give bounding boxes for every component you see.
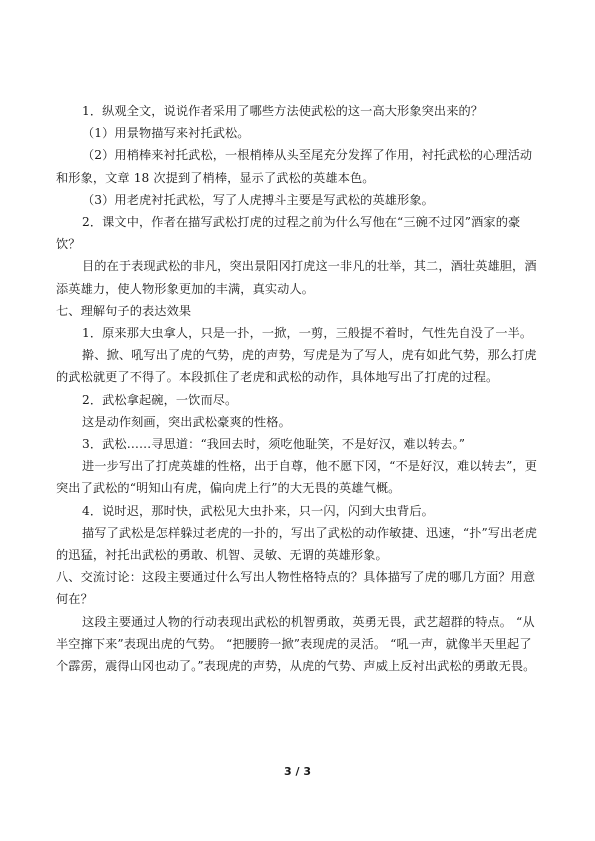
question-2: 2．课文中，作者在描写武松打虎的过程之前为什么写他在“三碗不过冈”酒家的豪饮？ bbox=[56, 215, 521, 252]
document-body bbox=[56, 100, 539, 677]
answer-1-point-2: （2）用梢棒来衬托武松，一根梢棒从头至尾充分发挥了作用，衬托武松的心理活动和形象，文章 18 次提到了梢棒，显示了武松的英雄本色。 bbox=[56, 148, 533, 185]
answer-1-point-1: （1）用景物描写来衬托武松。 bbox=[82, 126, 250, 141]
page-number: 3 / 3 bbox=[284, 765, 311, 778]
sentence-4-analysis: 描写了武松是怎样躲过老虎的一扑的，写出了武松的动作敏捷、迅速，“扑”写出老虎的迅猛，衬托出武松的勇敢、机智、灵敏、无谓的英雄形象。 bbox=[56, 525, 538, 563]
sentence-1-analysis: 擀、掀、吼写出了虎的气势，虎的声势，写虎是为了写人，虎有如此气势，那么打虎的武松就更了不得了。本段抓住了老虎和武松的动作，具体地写出了打虎的过程。 bbox=[56, 348, 537, 385]
question-1: 1．纵观全文，说说作者采用了哪些方法使武松的这一高大形象突出来的？ bbox=[82, 104, 484, 118]
sentence-3-analysis: 进一步写出了打虎英雄的性格，出于自尊，他不愿下冈，“不是好汉，难以转去”，更突出了武松的“明知山有虎，偏向虎上行”的大无畏的英雄气概。 bbox=[56, 459, 538, 496]
answer-1-point-3: （3）用老虎衬托武松，写了人虎搏斗主要是写武松的英雄形象。 bbox=[82, 192, 434, 207]
section-8-heading: 八、交流讨论：这段主要通过什么写出人物性格特点的？具体描写了虎的哪几方面？用意何在？ bbox=[56, 570, 536, 607]
answer-2: 目的在于表现武松的非凡，突出景阳冈打虎这一非凡的壮举，其二，酒壮英雄胆，酒添英雄力，使人物形象更加的丰满，真实动人。 bbox=[56, 259, 537, 296]
section-7-heading: 七、理解句子的表达效果 bbox=[56, 303, 192, 318]
sentence-1: 1．原来那大虫拿人，只是一扑，一掀，一剪，三般提不着时，气性先自没了一半。 bbox=[82, 326, 533, 341]
sentence-3: 3．武松……寻思道：“我回去时，须吃他耻笑，不是好汉，难以转去。” bbox=[82, 437, 466, 452]
sentence-4: 4．说时迟，那时快，武松见大虫扑来，只一闪，闪到大虫背后。 bbox=[82, 503, 434, 518]
sentence-2-analysis: 这是动作刻画，突出武松豪爽的性格。 bbox=[82, 414, 291, 429]
sentence-2: 2．武松拿起碗，一饮而尽。 bbox=[82, 392, 238, 407]
section-8-answer: 这段主要通过人物的行动表现出武松的机智勇敢，英勇无畏，武艺超群的特点。 “从半空撺下来”表现出虎的气势。 “把腰胯一掀”表现虎的灵活。 “吼一声，就像半天里起了个霹雳，震得山冈也动了。”表现虎的声势，从虎的气势、声威上反衬出武松的勇敢无畏。 bbox=[56, 614, 536, 674]
